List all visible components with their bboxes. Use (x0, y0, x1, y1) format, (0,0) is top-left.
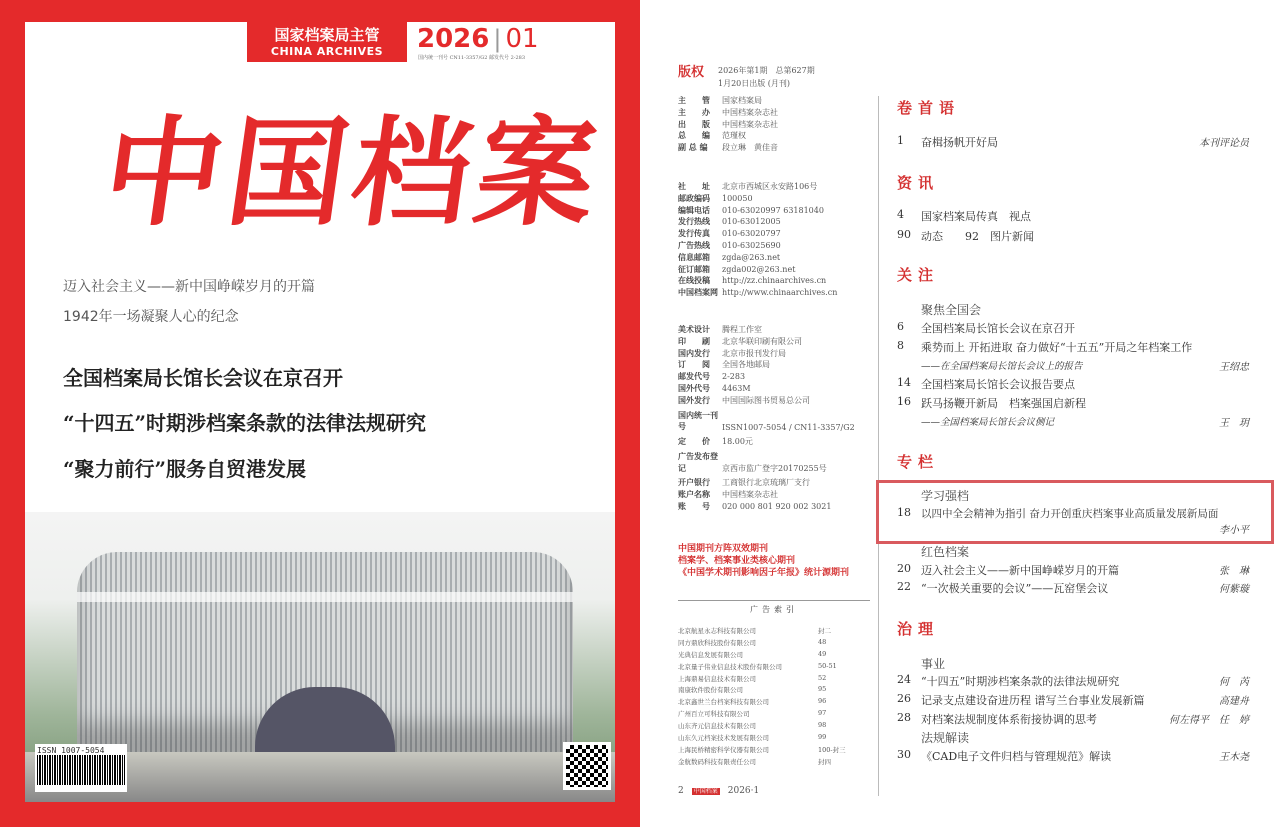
info-value: 京西市监广登字20170255号 (722, 463, 827, 473)
info-value: 段立琳 黄佳音 (722, 143, 778, 153)
page-number: 90 (897, 228, 911, 241)
article-title: 《CAD电子文件归档与管理规范》解读 (921, 750, 1112, 763)
ad-company: 上海民桥精密科学仪器有限公司 (678, 745, 769, 754)
ad-company: 上海鼎易信息技术有限公司 (678, 674, 756, 683)
magazine-logo: 中国档案 (95, 103, 611, 242)
author: 王木尧 (1219, 752, 1249, 763)
folio-issue: 2026·1 (727, 786, 760, 796)
info-row (678, 240, 837, 252)
info-label: 账 号 (678, 501, 710, 511)
staff-list (678, 95, 778, 154)
article-title: ——全国档案局长馆长会议侧记 (921, 417, 1055, 428)
toc-entry[interactable] (897, 320, 1249, 336)
page-number: 22 (897, 580, 911, 593)
column-title: 法规解读 (921, 731, 970, 745)
ad-page: 99 (818, 733, 827, 742)
info-row (678, 324, 855, 336)
info-value: 4463M (722, 383, 751, 393)
ad-page: 52 (818, 673, 827, 682)
ad-page: 96 (818, 697, 827, 706)
article-title: 国家档案局传真 视点 (921, 210, 1031, 223)
info-value: 2-283 (722, 372, 746, 382)
toc-entry[interactable] (897, 376, 1249, 392)
info-row (678, 181, 837, 193)
ad-page: 封四 (818, 757, 831, 766)
article-title: 记录支点建设奋进历程 谱写兰台事业发展新篇 (921, 694, 1145, 707)
honor: 《中国学术期刊影响因子年报》统计源期刊 (678, 568, 850, 578)
page-number: 18 (897, 506, 911, 519)
info-row (678, 451, 855, 475)
ad-page: 50-51 (818, 661, 837, 670)
info-label: 国内统一刊号 (678, 410, 718, 432)
barcode (35, 744, 127, 792)
cover-subtitle: 迈入社会主义——新中国峥嵘岁月的开篇 (63, 279, 315, 295)
info-value: 010-63020997 63181040 (722, 205, 824, 215)
info-row (678, 275, 837, 287)
page-number: 28 (897, 711, 911, 724)
ad-page: 48 (818, 637, 827, 646)
info-label: 中国档案网 (678, 288, 718, 298)
ad-row (678, 733, 848, 745)
info-row (678, 95, 778, 107)
page-number: 4 (897, 208, 904, 221)
ad-row (678, 757, 848, 769)
info-row (678, 410, 855, 434)
author: 本刊评论员 (1199, 138, 1249, 149)
info-label: 信息邮箱 (678, 252, 710, 262)
issue-codes: 国内统一刊号 CN11-3357/G2 邮发代号 2-283 (418, 55, 526, 61)
info-label: 美术设计 (678, 325, 710, 334)
article-title: 以四中全会精神为指引 奋力开创重庆档案事业高质量发展新局面 (921, 508, 1219, 520)
ad-row (678, 674, 848, 686)
issue: 01 (505, 24, 539, 54)
author: 何左得平 任 婷 (1169, 715, 1249, 726)
info-label: 社 址 (678, 182, 710, 191)
info-value: 北京华联印刷有限公司 (722, 336, 802, 346)
info-row (678, 130, 778, 142)
toc-entry[interactable] (897, 748, 1249, 764)
info-label: 国外发行 (678, 395, 710, 405)
page-number: 14 (897, 376, 911, 389)
author: 何紫璇 (1219, 584, 1249, 595)
ad-page: 98 (818, 721, 827, 730)
article-title: 全国档案局长馆长会议报告要点 (921, 378, 1075, 391)
toc-entry[interactable] (897, 208, 1249, 224)
page-number: 8 (897, 339, 904, 352)
ad-row (678, 721, 848, 733)
info-label: 定 价 (678, 437, 710, 447)
info-value: zgda002@263.net (722, 264, 796, 274)
article-title: 奋楫扬帆开好局 (921, 136, 998, 149)
honors (678, 543, 849, 579)
column-title: 聚焦全国会 (921, 303, 982, 317)
article-title: 全国档案局长馆长会议在京召开 (921, 322, 1075, 335)
bank-list (678, 477, 831, 512)
info-label: 印 刷 (678, 336, 710, 346)
badge-cn: 国家档案局主管 (274, 26, 380, 44)
author: 何 芮 (1219, 677, 1249, 688)
page-number: 30 (897, 748, 911, 761)
info-row (678, 205, 837, 217)
toc-entry[interactable] (897, 358, 1249, 373)
info-value: 020 000 801 920 002 3021 (722, 501, 832, 511)
article-title: ——在全国档案局长馆长会议上的报告 (921, 361, 1083, 372)
info-label: 广告发布登记 (678, 451, 718, 473)
info-label: 国内发行 (678, 348, 710, 358)
info-value: 100050 (722, 193, 753, 203)
ad-index-title: 广告索引 (678, 600, 870, 615)
ad-page: 97 (818, 709, 827, 718)
ad-page: 49 (818, 649, 827, 658)
info-value: 中国档案杂志社 (722, 107, 778, 117)
info-label: 在线投稿 (678, 276, 710, 286)
ad-row (678, 626, 848, 638)
ad-row (678, 638, 848, 650)
info-label: 邮发代号 (678, 372, 710, 382)
toc-entry[interactable] (897, 580, 1249, 596)
info-value: 北京市报刊发行局 (722, 348, 786, 358)
info-value: 010-63025690 (722, 240, 781, 250)
info-row (678, 287, 837, 299)
info-row (678, 193, 837, 205)
issue-line: 1月20日出版 (月刊) (718, 79, 791, 88)
info-value: 工商银行北京琉璃厂支行 (722, 478, 810, 487)
info-value: 中国档案杂志社 (722, 119, 778, 129)
info-label: 编辑电话 (678, 205, 710, 215)
cover-headline: “聚力前行”服务自贸港发展 (63, 457, 307, 481)
info-label: 广告热线 (678, 240, 710, 250)
ad-index (678, 626, 848, 769)
ad-company: 广州百立可科技有限公司 (678, 710, 750, 719)
issue-number: 2026 | 01 (417, 24, 539, 54)
badge-en: CHINA ARCHIVES (270, 45, 384, 58)
ad-company: 同方鼎欣科技股份有限公司 (678, 638, 756, 647)
column-title: 学习强档 (921, 489, 970, 503)
page-number: 20 (897, 562, 911, 575)
article-title: 动态 92 图片新闻 (921, 230, 1034, 243)
info-value: 中国档案杂志社 (722, 489, 778, 499)
info-value: 010-63012005 (722, 217, 781, 227)
info-label: 总 编 (678, 131, 710, 141)
info-value: 中国国际图书贸易总公司 (722, 395, 810, 405)
info-label: 发行传真 (678, 229, 710, 239)
toc-entry[interactable] (897, 395, 1249, 411)
highlight-box (876, 480, 1274, 544)
info-label: 邮政编码 (678, 193, 710, 203)
section-zixun: 资讯 (897, 174, 940, 192)
article-title: 乘势而上 开拓进取 奋力做好“十五五”开局之年档案工作 (921, 341, 1193, 354)
copyright-title: 版权 (678, 65, 705, 80)
info-row (678, 252, 837, 264)
ad-page: 100-封三 (818, 745, 846, 754)
info-value: zgda@263.net (722, 252, 781, 262)
author: 张 琳 (1219, 566, 1249, 577)
toc-entry[interactable] (897, 134, 1249, 150)
info-value: 范瑾权 (722, 131, 746, 141)
article-title: “一次极关重要的会议”——瓦窑堡会议 (921, 582, 1109, 595)
honor: 中国期刊方阵双效期刊 (678, 544, 769, 554)
article-title: “十四五”时期涉档案条款的法律法规研究 (921, 675, 1120, 688)
info-row (678, 359, 855, 371)
issn-text: ISSN 1007-5054 (37, 746, 105, 755)
ad-company: 北京量子伟业信息技术股份有限公司 (678, 662, 782, 671)
article-title: 迈入社会主义——新中国峥嵘岁月的开篇 (921, 564, 1119, 577)
section-juanshouyu: 卷首语 (897, 99, 961, 117)
building-photo (25, 512, 615, 802)
honor: 档案学、档案事业类核心期刊 (678, 556, 796, 566)
page-number: 16 (897, 395, 911, 408)
info-value: 18.00元 (722, 437, 753, 447)
info-value: http://zz.chinaarchives.cn (722, 276, 827, 286)
info-value: 国家档案局 (722, 96, 762, 105)
page-number (897, 414, 921, 429)
info-row (678, 264, 837, 276)
ad-row (678, 697, 848, 709)
toc-entry[interactable] (897, 711, 1249, 727)
ad-row (678, 650, 848, 662)
info-row (678, 371, 855, 383)
info-row (678, 119, 778, 131)
info-row (678, 142, 778, 154)
author: 王绍忠 (1219, 362, 1249, 373)
cover-subtitle: 1942年一场凝聚人心的纪念 (63, 309, 239, 325)
ad-company: 光典信息发展有限公司 (678, 650, 743, 659)
info-row (678, 336, 855, 348)
building-band (77, 592, 573, 602)
column-title: 事业 (921, 657, 946, 671)
ad-company: 金航数码科技有限责任公司 (678, 757, 756, 766)
toc-entry[interactable] (897, 562, 1249, 578)
info-value: 全国各地邮局 (722, 360, 770, 370)
info-row (678, 107, 778, 119)
publishing-list (678, 324, 855, 475)
page-number: 1 (897, 134, 904, 147)
toc-entry[interactable] (897, 339, 1249, 355)
section-zhili: 治理 (897, 620, 940, 638)
info-label: 订 阅 (678, 360, 710, 370)
info-value: http://www.chinaarchives.cn (722, 288, 838, 298)
ad-company: 北京鑫世兰台档案科技有限公司 (678, 698, 769, 707)
info-row (678, 395, 855, 407)
ad-page: 95 (818, 685, 827, 694)
page-number: 26 (897, 692, 911, 705)
cover-headline: “十四五”时期涉档案条款的法律法规研究 (63, 411, 427, 435)
cover-panel (25, 22, 615, 802)
column-title: 红色档案 (921, 545, 970, 559)
toc-entry[interactable] (897, 228, 1249, 244)
contact-list (678, 181, 837, 299)
page-number: 2 (678, 786, 684, 796)
article-title: 跃马扬鞭开新局 档案强国启新程 (921, 397, 1086, 410)
section-guanzhu: 关注 (897, 266, 940, 284)
page-number: 24 (897, 673, 911, 686)
info-row (678, 228, 837, 240)
info-row (678, 477, 831, 489)
info-label: 国外代号 (678, 383, 710, 393)
issue-info (718, 64, 815, 90)
info-label: 副 总 编 (678, 143, 708, 153)
author: 王 玥 (1219, 418, 1249, 429)
folio-mag: 中国档案 (693, 788, 718, 795)
info-value: 腾程工作室 (722, 325, 762, 334)
ad-company: 北京航星永志科技有限公司 (678, 627, 756, 635)
info-label: 发行热线 (678, 217, 710, 227)
folio (678, 786, 759, 796)
ad-company: 山东久元档案技术发展有限公司 (678, 734, 769, 743)
toc-entry[interactable] (897, 414, 1249, 429)
page-number (897, 358, 921, 373)
info-row (678, 501, 831, 513)
info-label: 开户银行 (678, 478, 710, 487)
toc-entry[interactable] (897, 673, 1249, 689)
ad-company: 南康软件股份有限公司 (678, 686, 743, 695)
info-value: 北京市西城区永安路106号 (722, 182, 818, 191)
info-value: ISSN1007-5054 / CN11-3357/G2 (722, 422, 855, 432)
info-label: 主 管 (678, 96, 710, 105)
ad-company: 山东齐元信息技术有限公司 (678, 722, 756, 731)
author: 高建舟 (1219, 696, 1249, 707)
info-label: 征订邮箱 (678, 264, 710, 274)
info-row (678, 348, 855, 360)
section-zhuanlan: 专栏 (897, 453, 940, 471)
info-row (678, 436, 855, 448)
ad-row (678, 709, 848, 721)
ad-row (678, 685, 848, 697)
issue-line: 2026年第1期 总第627期 (718, 66, 815, 75)
info-label: 主 办 (678, 107, 710, 117)
info-label: 账户名称 (678, 489, 710, 499)
cover-headline: 全国档案局长馆长会议在京召开 (63, 366, 343, 390)
info-row (678, 216, 837, 228)
toc-entry[interactable] (897, 692, 1249, 708)
info-row (678, 489, 831, 501)
publisher-badge (247, 22, 407, 62)
barcode-bars (37, 755, 125, 785)
info-label: 出 版 (678, 119, 710, 129)
article-title: 对档案法规制度体系衔接协调的思考 (921, 713, 1097, 726)
author: 李小平 (1219, 525, 1249, 536)
ad-row (678, 745, 848, 757)
year: 2026 (417, 24, 490, 54)
ad-page: 封二 (818, 627, 831, 635)
qr-code (563, 742, 611, 790)
info-row (678, 383, 855, 395)
ad-row (678, 662, 848, 674)
page-number: 6 (897, 320, 904, 333)
info-value: 010-63020797 (722, 229, 781, 239)
divider (878, 96, 879, 796)
